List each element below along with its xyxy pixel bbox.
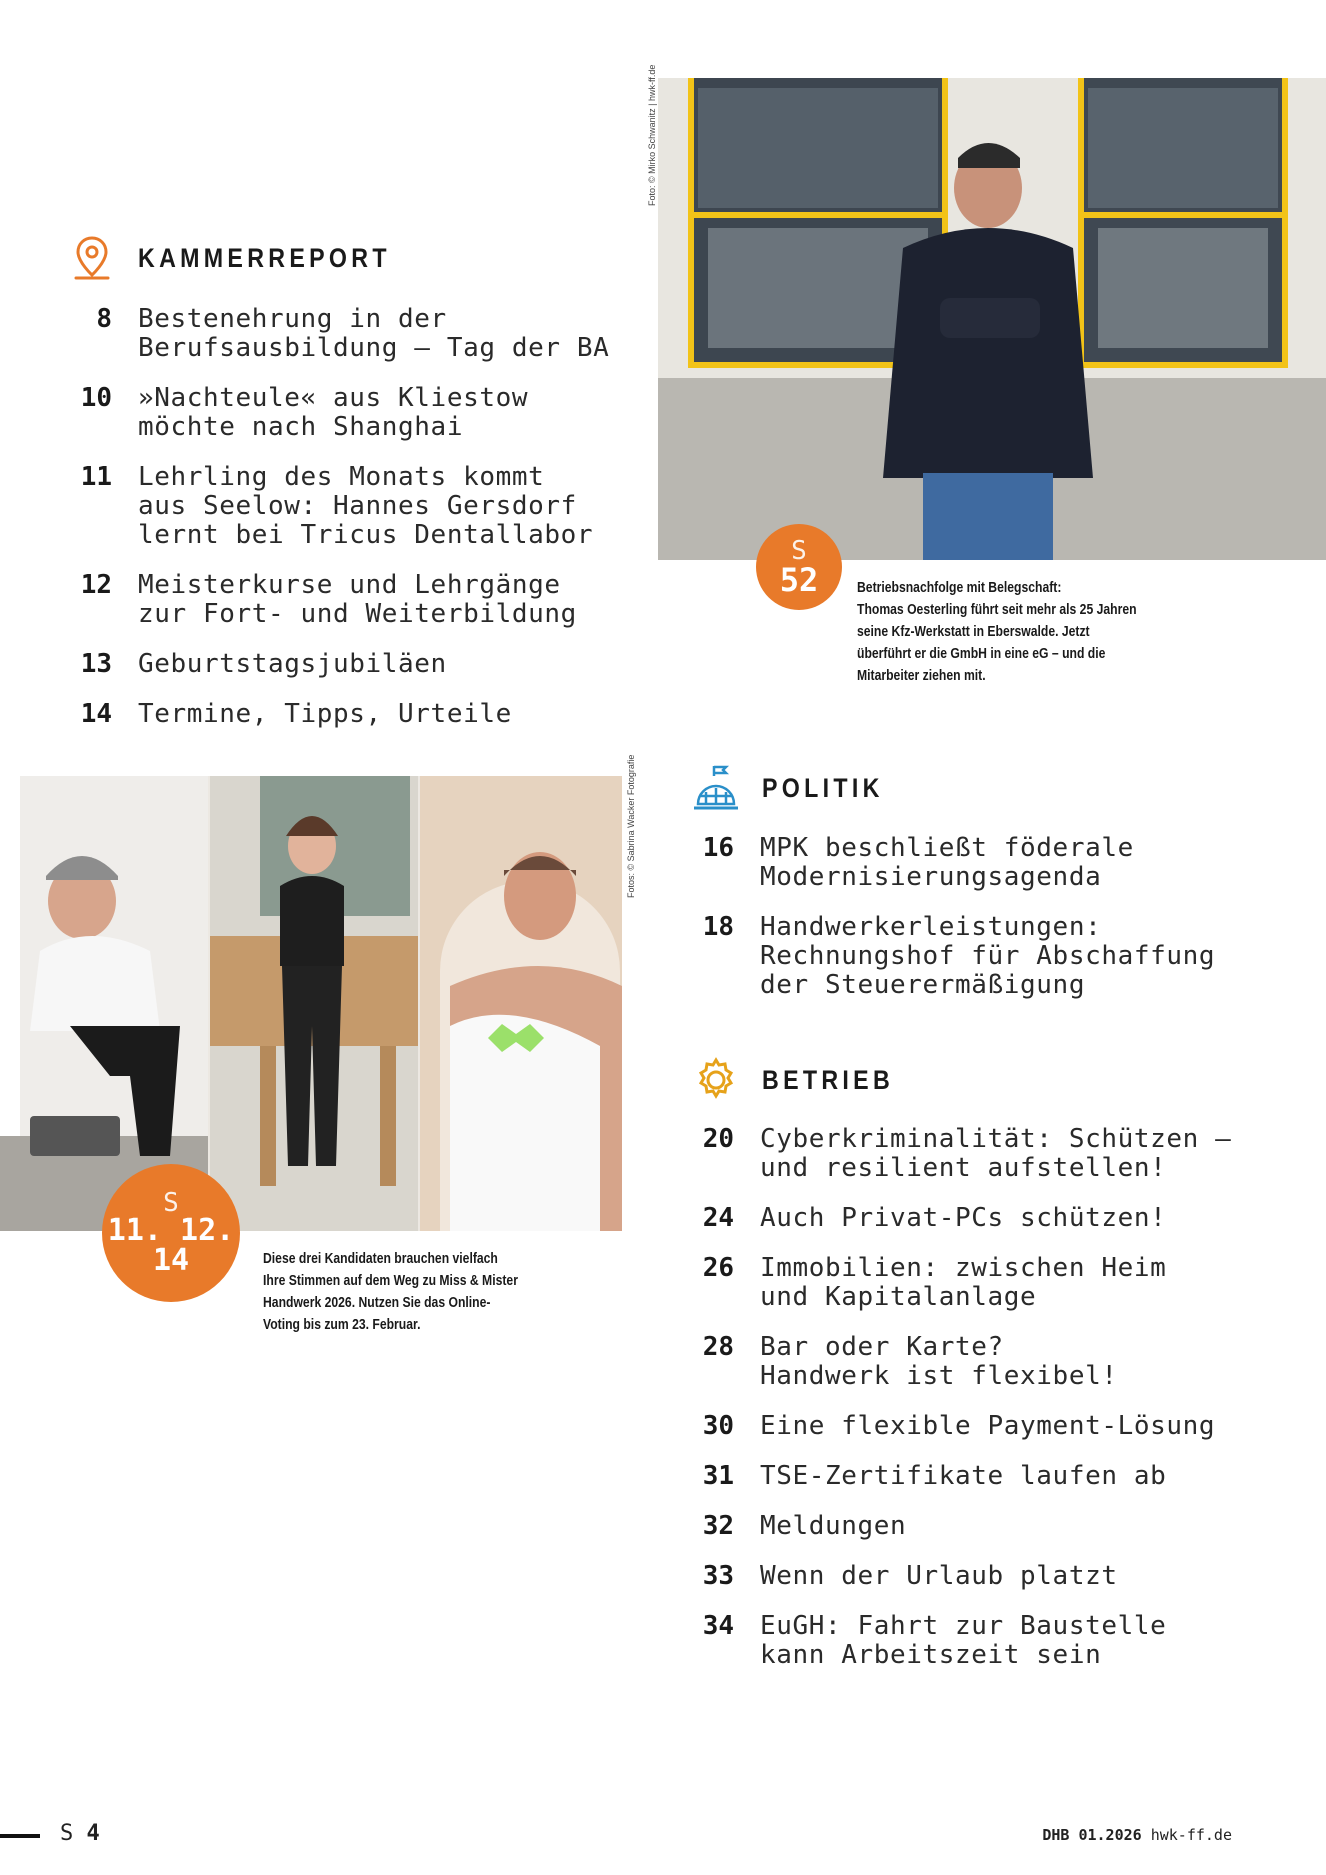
toc-page-number: 8 <box>96 304 112 334</box>
photo-caption-candidates: Diese drei Kandidaten brauchen vielfach Ihre Stimmen auf dem Weg zu Miss & Mister Handwerk 2026. Nutzen Sie das Online- Voting bis zum 23. Februar. <box>263 1251 518 1333</box>
toc-item[interactable] <box>682 1462 1231 1491</box>
toc-title: Geburtstagsjubiläen <box>138 649 447 679</box>
gear-icon <box>692 1056 740 1104</box>
toc-list-politik <box>682 834 1215 1000</box>
section-header-betrieb <box>692 1056 916 1104</box>
toc-title: Wenn der Urlaub platzt <box>760 1561 1118 1591</box>
photo-credit: Foto: © Mirko Schwanitz | hwk-ff.de <box>647 64 657 206</box>
toc-page-number: 10 <box>80 383 112 413</box>
toc-title: Handwerkerleistungen: Rechnungshof für Abschaffung der Steuerermäßigung <box>760 912 1216 1000</box>
page-badge-prefix: S <box>791 536 807 566</box>
toc-item[interactable] <box>60 305 609 363</box>
toc-page-number: 30 <box>702 1411 734 1441</box>
toc-page-number: 24 <box>702 1203 734 1233</box>
toc-item[interactable] <box>60 571 609 629</box>
toc-title: »Nachteule« aus Kliestow möchte nach Shanghai <box>138 383 529 442</box>
toc-title: Lehrling des Monats kommt aus Seelow: Hannes Gersdorf lernt bei Tricus Dentallabor <box>138 462 594 550</box>
toc-item[interactable] <box>60 650 609 679</box>
toc-title: Termine, Tipps, Urteile <box>138 699 512 729</box>
toc-item[interactable] <box>60 384 609 442</box>
toc-page-number: 20 <box>702 1124 734 1154</box>
footer-page-number <box>60 1821 100 1846</box>
toc-page-number: 11 <box>80 462 112 492</box>
page-badge-11-12-14[interactable] <box>102 1164 240 1302</box>
footer-page-value: 4 <box>86 1821 100 1846</box>
footer-rule <box>0 1834 40 1838</box>
toc-item[interactable] <box>682 1254 1231 1312</box>
section-title: POLITIK <box>762 772 884 803</box>
toc-list-kammerreport <box>60 305 609 729</box>
page-badge-prefix: S <box>163 1188 179 1218</box>
footer-site[interactable]: hwk-ff.de <box>1150 1826 1232 1844</box>
toc-title: Bestenehrung in der Berufsausbildung — Tag der BA <box>138 304 610 363</box>
toc-page-number: 32 <box>702 1511 734 1541</box>
footer-issue-info <box>1042 1826 1232 1844</box>
toc-page-number: 26 <box>702 1253 734 1283</box>
location-pin-icon <box>68 234 116 282</box>
toc-title: Immobilien: zwischen Heim und Kapitalanlage <box>760 1253 1167 1312</box>
toc-item[interactable] <box>682 913 1215 1000</box>
page-badge-number: 52 <box>779 561 819 599</box>
toc-item[interactable] <box>682 1562 1231 1591</box>
parliament-dome-flag-icon <box>692 764 740 812</box>
toc-item[interactable] <box>682 1512 1231 1541</box>
toc-item[interactable] <box>682 1412 1231 1441</box>
footer-page-prefix: S <box>60 1821 74 1846</box>
toc-title: Meisterkurse und Lehrgänge zur Fort- und Weiterbildung <box>138 570 577 629</box>
toc-item[interactable] <box>682 1333 1231 1391</box>
toc-title: Eine flexible Payment-Lösung <box>760 1411 1216 1441</box>
toc-page-number: 28 <box>702 1332 734 1362</box>
toc-title: Auch Privat-PCs schützen! <box>760 1203 1167 1233</box>
toc-page-number: 34 <box>702 1611 734 1641</box>
toc-page-number: 18 <box>702 912 734 942</box>
toc-title: TSE-Zertifikate laufen ab <box>760 1461 1167 1491</box>
toc-list-betrieb <box>682 1125 1231 1670</box>
toc-item[interactable] <box>682 1612 1231 1670</box>
page-badge-number: 11. 12. 14 <box>107 1213 235 1278</box>
toc-title: Bar oder Karte? Handwerk ist flexibel! <box>760 1332 1118 1391</box>
section-header-kammerreport <box>68 234 432 282</box>
toc-item[interactable] <box>60 700 609 729</box>
footer-issue: DHB 01.2026 <box>1042 1826 1142 1844</box>
toc-page-number: 12 <box>80 570 112 600</box>
section-title: BETRIEB <box>762 1064 895 1095</box>
toc-page-number: 31 <box>702 1461 734 1491</box>
toc-page-number: 14 <box>80 699 112 729</box>
toc-title: Meldungen <box>760 1511 907 1541</box>
toc-item[interactable] <box>682 834 1215 892</box>
photo-candidates <box>0 776 622 1231</box>
photo-credit: Fotos: © Sabrina Wacker Fotografie <box>626 754 636 898</box>
toc-item[interactable] <box>682 1125 1231 1183</box>
page-badge-52[interactable] <box>756 524 842 610</box>
toc-title: Cyberkriminalität: Schützen — und resilient aufstellen! <box>760 1124 1232 1183</box>
toc-page-number: 33 <box>702 1561 734 1591</box>
section-header-politik <box>692 764 904 812</box>
photo-caption-workshop: Betriebsnachfolge mit Belegschaft: Thomas Oesterling führt seit mehr als 25 Jahren seine Kfz-Werkstatt in Eberswalde. Jetzt überführt er die GmbH in eine eG – und die Mitarbeiter ziehen mit. <box>857 580 1137 684</box>
toc-item[interactable] <box>60 463 609 550</box>
photo-workshop-owner <box>658 78 1326 560</box>
section-title: KAMMERREPORT <box>138 242 391 273</box>
toc-title: EuGH: Fahrt zur Baustelle kann Arbeitszeit sein <box>760 1611 1167 1670</box>
toc-page-number: 16 <box>702 833 734 863</box>
toc-title: MPK beschließt föderale Modernisierungsagenda <box>760 833 1134 892</box>
toc-page-number: 13 <box>80 649 112 679</box>
toc-item[interactable] <box>682 1204 1231 1233</box>
